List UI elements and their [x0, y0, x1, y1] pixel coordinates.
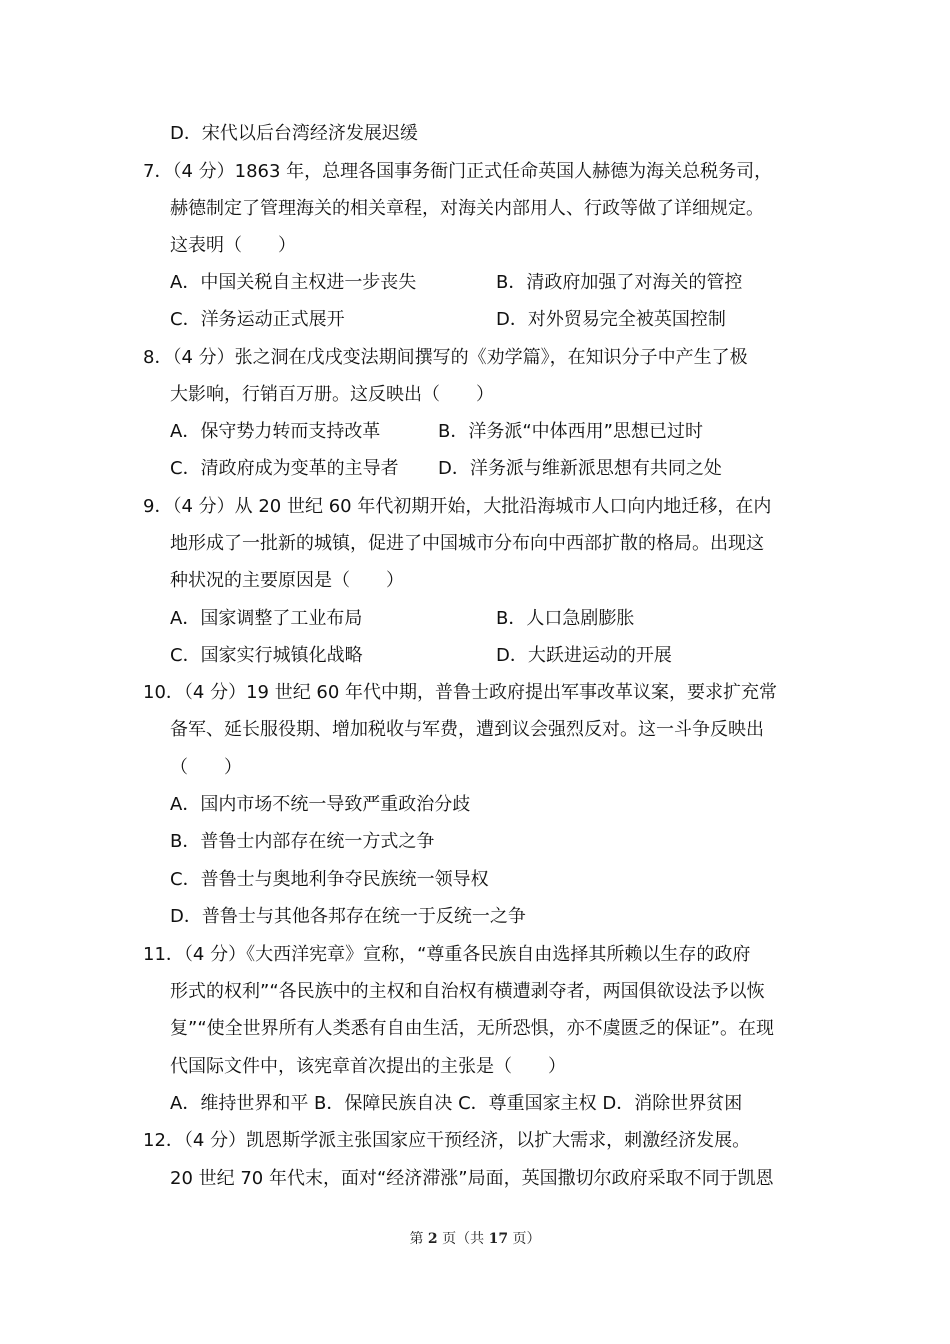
q7-stem-line3: 这表明（ ） [170, 235, 296, 256]
q8-stem-line1: 8．（4 分）张之洞在戊戌变法期间撰写的《劝学篇》，在知识分子中产生了极 [143, 347, 748, 368]
footer-prefix: 第 [409, 1231, 424, 1247]
q8-option-b: B．洋务派“中体西用”思想已过时 [438, 421, 703, 442]
q9-option-d: D．大跃进运动的开展 [496, 645, 672, 666]
q10-option-c: C．普鲁士与奥地利争夺民族统一领导权 [170, 869, 489, 890]
q10-option-b: B．普鲁士内部存在统一方式之争 [170, 831, 435, 852]
q7-option-d: D．对外贸易完全被英国控制 [496, 309, 726, 330]
q7-option-b: B．清政府加强了对海关的管控 [496, 272, 743, 293]
q12-stem-line1: 12．（4 分）凯恩斯学派主张国家应干预经济，以扩大需求，刺激经济发展。 [143, 1130, 751, 1151]
q10-stem-line2: 备军、延长服役期、增加税收与军费，遭到议会强烈反对。这一斗争反映出 [170, 719, 764, 740]
q10-option-d: D．普鲁士与其他各邦存在统一于反统一之争 [170, 906, 526, 927]
q11-stem-line1: 11．（4 分）《大西洋宪章》宣称，“尊重各民族自由选择其所赖以生存的政府 [143, 944, 751, 965]
q6-option-d: D．宋代以后台湾经济发展迟缓 [170, 123, 418, 144]
footer-mid: 页（共 [442, 1231, 485, 1247]
footer-page-number: 2 [427, 1231, 438, 1247]
q12-stem-line2: 20 世纪 70 年代末，面对“经济滞涨”局面，英国撒切尔政府采取不同于凯恩 [170, 1168, 774, 1189]
q11-stem-line4: 代国际文件中，该宪章首次提出的主张是（ ） [170, 1056, 566, 1077]
q7-option-c: C．洋务运动正式展开 [170, 309, 345, 330]
q9-option-c: C．国家实行城镇化战略 [170, 645, 363, 666]
q9-option-a: A．国家调整了工业布局 [170, 608, 363, 629]
page-footer [0, 1228, 950, 1248]
q10-stem-line3: （ ） [170, 757, 242, 778]
q10-stem-line1: 10．（4 分）19 世纪 60 年代中期，普鲁士政府提出军事改革议案，要求扩充常 [143, 682, 778, 703]
q9-stem-line3: 种状况的主要原因是（ ） [170, 570, 404, 591]
q10-option-a: A．国内市场不统一导致严重政治分歧 [170, 794, 471, 815]
q11-options: A．维持世界和平 B．保障民族自决 C．尊重国家主权 D．消除世界贫困 [170, 1093, 743, 1114]
q11-stem-line2: 形式的权利”“各民族中的主权和自治权有横遭剥夺者，两国俱欲设法予以恢 [170, 981, 765, 1002]
footer-total-pages: 17 [488, 1231, 509, 1247]
q9-option-b: B．人口急剧膨胀 [496, 608, 635, 629]
q11-stem-line3: 复”“使全世界所有人类悉有自由生活，无所恐惧，亦不虞匮乏的保证”。在现 [170, 1018, 774, 1039]
footer-suffix: 页） [512, 1231, 541, 1247]
q9-stem-line2: 地形成了一批新的城镇，促进了中国城市分布向中西部扩散的格局。出现这 [170, 533, 764, 554]
q8-option-a: A．保守势力转而支持改革 [170, 421, 381, 442]
q8-option-d: D．洋务派与维新派思想有共同之处 [438, 458, 722, 479]
q8-stem-line2: 大影响，行销百万册。这反映出（ ） [170, 384, 494, 405]
q7-stem-line2: 赫德制定了管理海关的相关章程，对海关内部用人、行政等做了详细规定。 [170, 198, 764, 219]
q8-option-c: C．清政府成为变革的主导者 [170, 458, 399, 479]
q7-option-a: A．中国关税自主权进一步丧失 [170, 272, 417, 293]
q9-stem-line1: 9．（4 分）从 20 世纪 60 年代初期开始，大批沿海城市人口向内地迁移，在内 [143, 496, 772, 517]
q7-stem-line1: 7．（4 分）1863 年，总理各国事务衙门正式任命英国人赫德为海关总税务司， [143, 161, 773, 182]
